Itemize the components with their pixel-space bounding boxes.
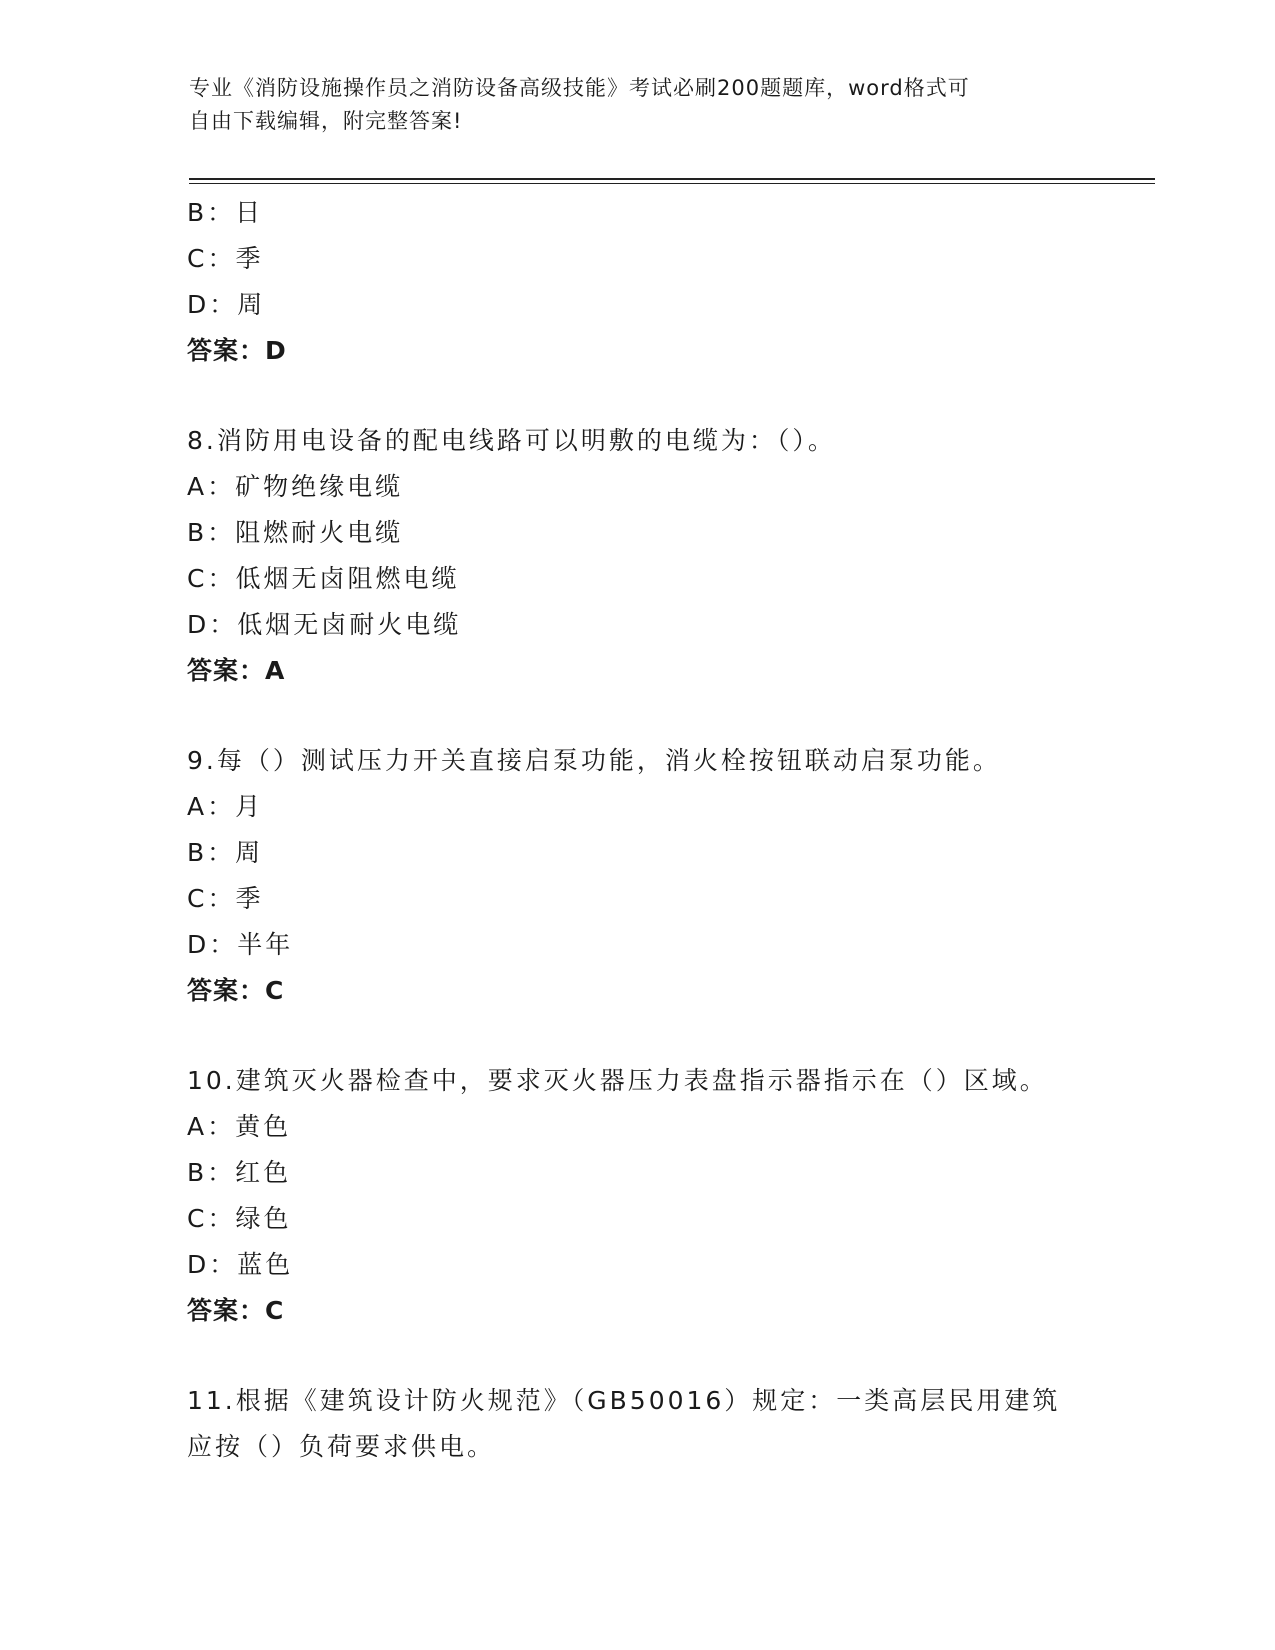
question-stem: 11.根据《建筑设计防火规范》（GB50016）规定：一类高层民用建筑 [187,1386,1061,1415]
option-b: B：日 [187,198,264,227]
option-d: D：低烟无卤耐火电缆 [187,610,462,639]
option-c: C：季 [187,884,264,913]
answer-label: 答案：D [187,336,287,365]
option-c: C：绿色 [187,1204,292,1233]
question-7-continuation [187,190,1087,374]
question-list [187,190,1087,1470]
header-title-line-1: 专业《消防设施操作员之消防设备高级技能》考试必刷200题题库，word格式可 [189,76,970,100]
answer-label: 答案：A [187,656,286,685]
question-11 [187,1378,1087,1470]
option-d: D：半年 [187,930,294,959]
option-b: B：周 [187,838,264,867]
page-header [189,72,1089,138]
question-stem: 8.消防用电设备的配电线路可以明敷的电缆为：（）。 [187,426,836,455]
option-a: A：月 [187,792,264,821]
option-b: B：红色 [187,1158,292,1187]
question-stem-continued: 应按（）负荷要求供电。 [187,1432,496,1461]
option-c: C：季 [187,244,264,273]
question-9 [187,738,1087,1014]
option-a: A：黄色 [187,1112,292,1141]
option-a: A：矿物绝缘电缆 [187,472,404,501]
question-stem: 10.建筑灭火器检查中，要求灭火器压力表盘指示器指示在（）区域。 [187,1066,1048,1095]
option-d: D：蓝色 [187,1250,294,1279]
answer-label: 答案：C [187,1296,285,1325]
header-title-line-2: 自由下载编辑，附完整答案! [189,109,463,133]
answer-label: 答案：C [187,976,285,1005]
question-8 [187,418,1087,694]
option-b: B：阻燃耐火电缆 [187,518,404,547]
question-10 [187,1058,1087,1334]
option-c: C：低烟无卤阻燃电缆 [187,564,460,593]
option-d: D：周 [187,290,266,319]
header-divider [189,178,1155,180]
question-stem: 9.每（）测试压力开关直接启泵功能，消火栓按钮联动启泵功能。 [187,746,1001,775]
header-divider-thin [189,183,1155,184]
